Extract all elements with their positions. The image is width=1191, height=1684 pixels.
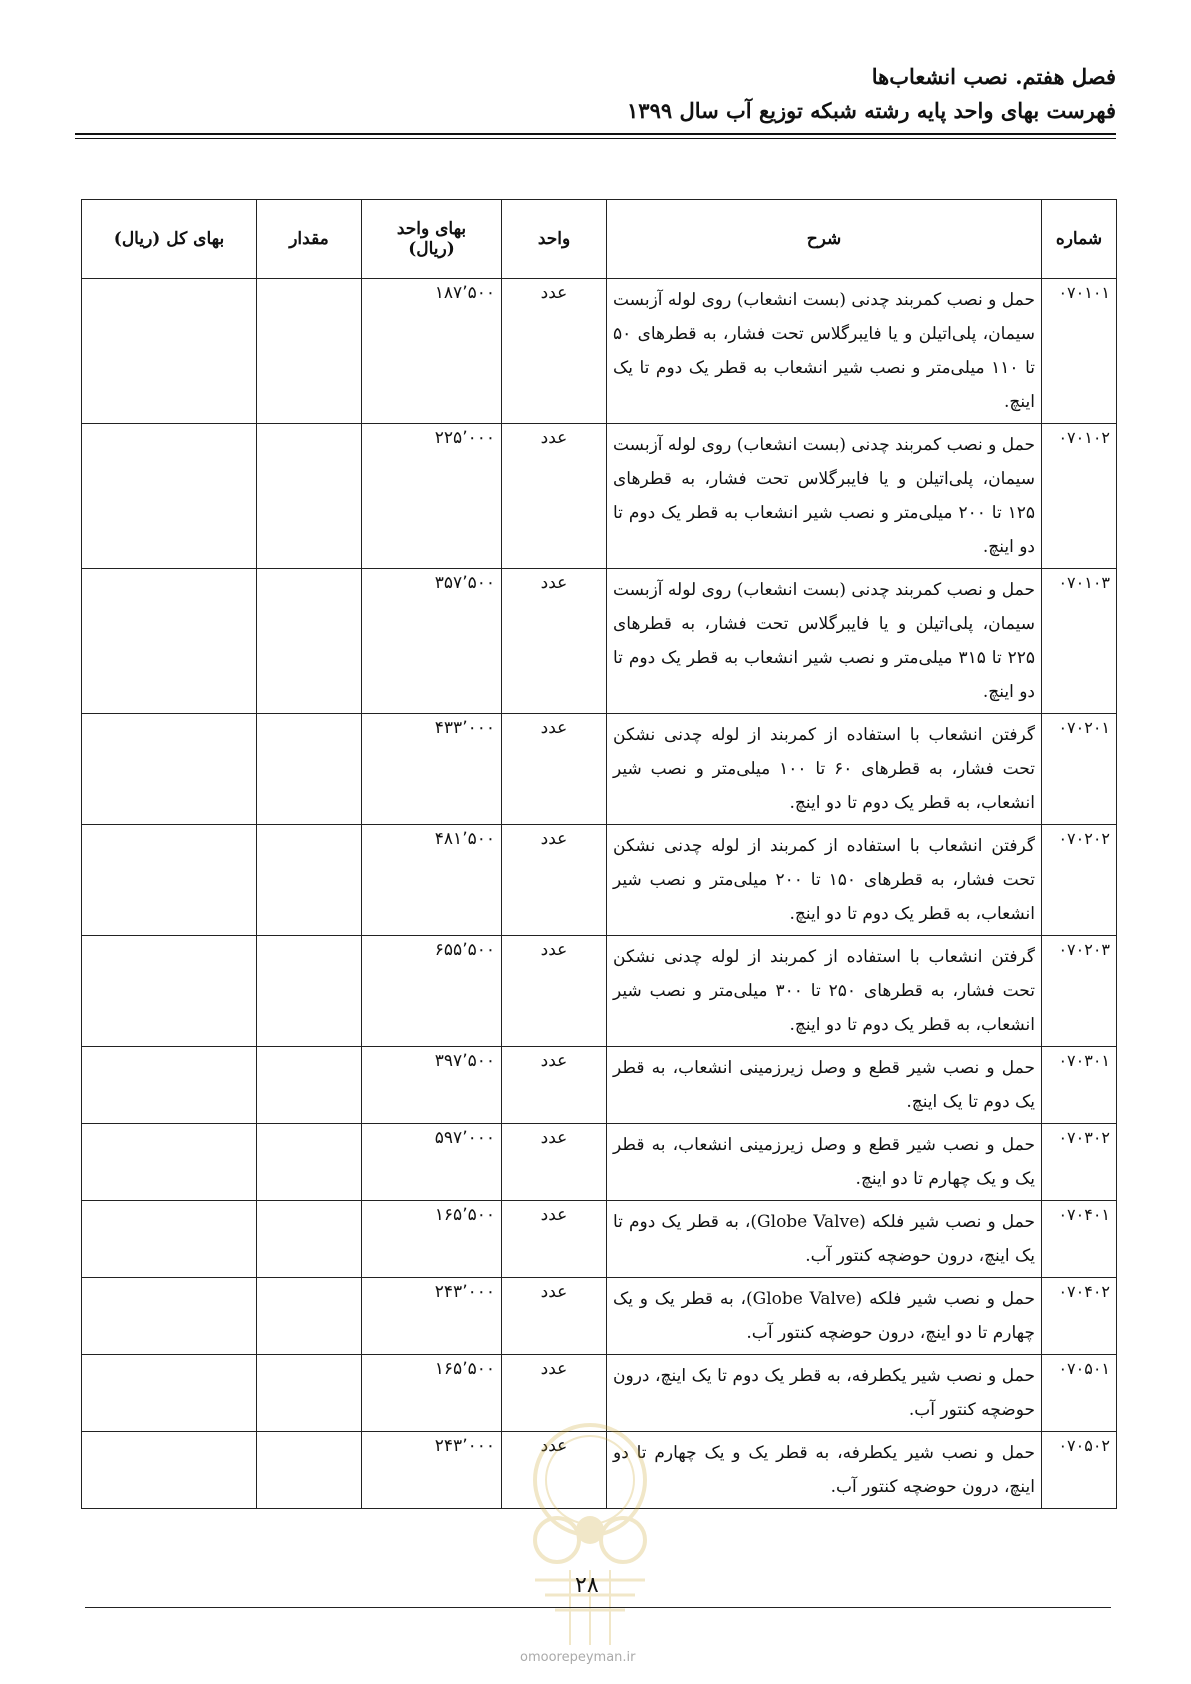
- item-number: ۰۷۰۱۰۳: [1042, 569, 1117, 714]
- item-quantity: [257, 825, 362, 936]
- page-header: [75, 62, 1116, 126]
- item-total-price: [82, 714, 257, 825]
- website-watermark: omoorepeyman.ir: [520, 1650, 636, 1665]
- item-number: ۰۷۰۲۰۱: [1042, 714, 1117, 825]
- item-description: حمل و نصب شیر قطع و وصل زیرزمینی انشعاب، به قطر یک و یک چهارم تا دو اینچ.: [607, 1124, 1042, 1201]
- item-unit: عدد: [502, 1201, 607, 1278]
- item-total-price: [82, 279, 257, 424]
- item-unit-price: ۶۵۵٬۵۰۰: [362, 936, 502, 1047]
- table-row: [82, 279, 1117, 424]
- item-quantity: [257, 1201, 362, 1278]
- item-unit: عدد: [502, 1355, 607, 1432]
- table-row: [82, 936, 1117, 1047]
- header-rule-thin: [75, 138, 1116, 139]
- item-description: گرفتن انشعاب با استفاده از کمربند از لوله چدنی نشکن تحت فشار، به قطرهای ۲۵۰ تا ۳۰۰ میلی‌متر و نصب شیر انشعاب، به قطر یک دوم تا دو اینچ.: [607, 936, 1042, 1047]
- item-unit: عدد: [502, 936, 607, 1047]
- item-unit-price: ۲۴۳٬۰۰۰: [362, 1278, 502, 1355]
- item-total-price: [82, 1278, 257, 1355]
- item-quantity: [257, 1432, 362, 1509]
- item-total-price: [82, 1355, 257, 1432]
- item-number: ۰۷۰۱۰۲: [1042, 424, 1117, 569]
- item-unit-price: ۱۶۵٬۵۰۰: [362, 1355, 502, 1432]
- item-unit-price: ۱۶۵٬۵۰۰: [362, 1201, 502, 1278]
- table-body: [82, 279, 1117, 1509]
- item-total-price: [82, 1124, 257, 1201]
- table-row: [82, 569, 1117, 714]
- item-quantity: [257, 936, 362, 1047]
- item-number: ۰۷۰۵۰۲: [1042, 1432, 1117, 1509]
- item-number: ۰۷۰۲۰۲: [1042, 825, 1117, 936]
- item-number: ۰۷۰۴۰۲: [1042, 1278, 1117, 1355]
- item-description: حمل و نصب کمربند چدنی (بست انشعاب) روی لوله آزبست سیمان، پلی‌اتیلن و یا فایبرگلاس تحت فشار، به قطرهای ۵۰ تا ۱۱۰ میلی‌متر و نصب شیر انشعاب به قطر یک دوم تا یک اینچ.: [607, 279, 1042, 424]
- item-total-price: [82, 1432, 257, 1509]
- item-unit-price: ۵۹۷٬۰۰۰: [362, 1124, 502, 1201]
- header-rule-thick: [75, 133, 1116, 135]
- item-description: حمل و نصب شیر فلکه (Globe Valve)، به قطر یک دوم تا یک اینچ، درون حوضچه کنتور آب.: [607, 1201, 1042, 1278]
- table-header-row: [82, 200, 1117, 279]
- item-total-price: [82, 936, 257, 1047]
- table-row: [82, 1201, 1117, 1278]
- item-total-price: [82, 1047, 257, 1124]
- footer-rule: [85, 1607, 1111, 1608]
- item-quantity: [257, 424, 362, 569]
- table-row: [82, 1278, 1117, 1355]
- document-title: فهرست بهای واحد پایه رشته شبکه توزیع آب سال ۱۳۹۹: [627, 98, 1116, 123]
- item-description: گرفتن انشعاب با استفاده از کمربند از لوله چدنی نشکن تحت فشار، به قطرهای ۱۵۰ تا ۲۰۰ میلی‌متر و نصب شیر انشعاب، به قطر یک دوم تا دو اینچ.: [607, 825, 1042, 936]
- item-total-price: [82, 1201, 257, 1278]
- item-unit-price: ۴۳۳٬۰۰۰: [362, 714, 502, 825]
- item-total-price: [82, 569, 257, 714]
- page-number: ۲۸: [575, 1573, 599, 1598]
- item-unit: عدد: [502, 1432, 607, 1509]
- item-quantity: [257, 279, 362, 424]
- item-number: ۰۷۰۱۰۱: [1042, 279, 1117, 424]
- item-number: ۰۷۰۳۰۲: [1042, 1124, 1117, 1201]
- item-quantity: [257, 714, 362, 825]
- item-number: ۰۷۰۲۰۳: [1042, 936, 1117, 1047]
- col-header-number: شماره: [1042, 200, 1117, 279]
- logo-watermark-icon: [515, 1420, 665, 1650]
- item-description: حمل و نصب کمربند چدنی (بست انشعاب) روی لوله آزبست سیمان، پلی‌اتیلن و یا فایبرگلاس تحت فشار، به قطرهای ۲۲۵ تا ۳۱۵ میلی‌متر و نصب شیر انشعاب به قطر یک دوم تا دو اینچ.: [607, 569, 1042, 714]
- col-header-unit: واحد: [502, 200, 607, 279]
- item-unit-price: ۴۸۱٬۵۰۰: [362, 825, 502, 936]
- table-row: [82, 825, 1117, 936]
- item-unit: عدد: [502, 1278, 607, 1355]
- item-number: ۰۷۰۴۰۱: [1042, 1201, 1117, 1278]
- table-row: [82, 714, 1117, 825]
- item-number: ۰۷۰۵۰۱: [1042, 1355, 1117, 1432]
- item-unit: عدد: [502, 714, 607, 825]
- item-unit: عدد: [502, 569, 607, 714]
- item-unit: عدد: [502, 1047, 607, 1124]
- item-number: ۰۷۰۳۰۱: [1042, 1047, 1117, 1124]
- item-description: حمل و نصب شیر یکطرفه، به قطر یک دوم تا یک اینچ، درون حوضچه کنتور آب.: [607, 1355, 1042, 1432]
- col-header-unit-price: [362, 200, 502, 279]
- item-unit: عدد: [502, 279, 607, 424]
- col-header-quantity: مقدار: [257, 200, 362, 279]
- item-quantity: [257, 1124, 362, 1201]
- item-quantity: [257, 1047, 362, 1124]
- item-description: حمل و نصب شیر قطع و وصل زیرزمینی انشعاب، به قطر یک دوم تا یک اینچ.: [607, 1047, 1042, 1124]
- table-row: [82, 1047, 1117, 1124]
- item-total-price: [82, 825, 257, 936]
- chapter-title: فصل هفتم. نصب انشعاب‌ها: [871, 64, 1116, 89]
- item-unit-price: ۲۴۳٬۰۰۰: [362, 1432, 502, 1509]
- item-description: حمل و نصب شیر یکطرفه، به قطر یک و یک چهارم تا دو اینچ، درون حوضچه کنتور آب.: [607, 1432, 1042, 1509]
- item-description: حمل و نصب شیر فلکه (Globe Valve)، به قطر یک و یک چهارم تا دو اینچ، درون حوضچه کنتور آب.: [607, 1278, 1042, 1355]
- item-unit: عدد: [502, 424, 607, 569]
- item-quantity: [257, 569, 362, 714]
- unit-price-label: بهای واحد: [396, 219, 467, 239]
- item-unit: عدد: [502, 825, 607, 936]
- item-quantity: [257, 1355, 362, 1432]
- unit-price-currency: (ریال): [408, 239, 455, 259]
- item-unit-price: ۲۲۵٬۰۰۰: [362, 424, 502, 569]
- item-unit: عدد: [502, 1124, 607, 1201]
- item-description: گرفتن انشعاب با استفاده از کمربند از لوله چدنی نشکن تحت فشار، به قطرهای ۶۰ تا ۱۰۰ میلی‌متر و نصب شیر انشعاب، به قطر یک دوم تا دو اینچ.: [607, 714, 1042, 825]
- item-unit-price: ۳۵۷٬۵۰۰: [362, 569, 502, 714]
- item-unit-price: ۱۸۷٬۵۰۰: [362, 279, 502, 424]
- item-description: حمل و نصب کمربند چدنی (بست انشعاب) روی لوله آزبست سیمان، پلی‌اتیلن و یا فایبرگلاس تحت فشار، به قطرهای ۱۲۵ تا ۲۰۰ میلی‌متر و نصب شیر انشعاب به قطر یک دوم تا دو اینچ.: [607, 424, 1042, 569]
- table-row: [82, 424, 1117, 569]
- item-total-price: [82, 424, 257, 569]
- price-list-table: [81, 199, 1117, 1509]
- col-header-total-price: بهای کل (ریال): [82, 200, 257, 279]
- item-unit-price: ۳۹۷٬۵۰۰: [362, 1047, 502, 1124]
- table-row: [82, 1124, 1117, 1201]
- item-quantity: [257, 1278, 362, 1355]
- col-header-description: شرح: [607, 200, 1042, 279]
